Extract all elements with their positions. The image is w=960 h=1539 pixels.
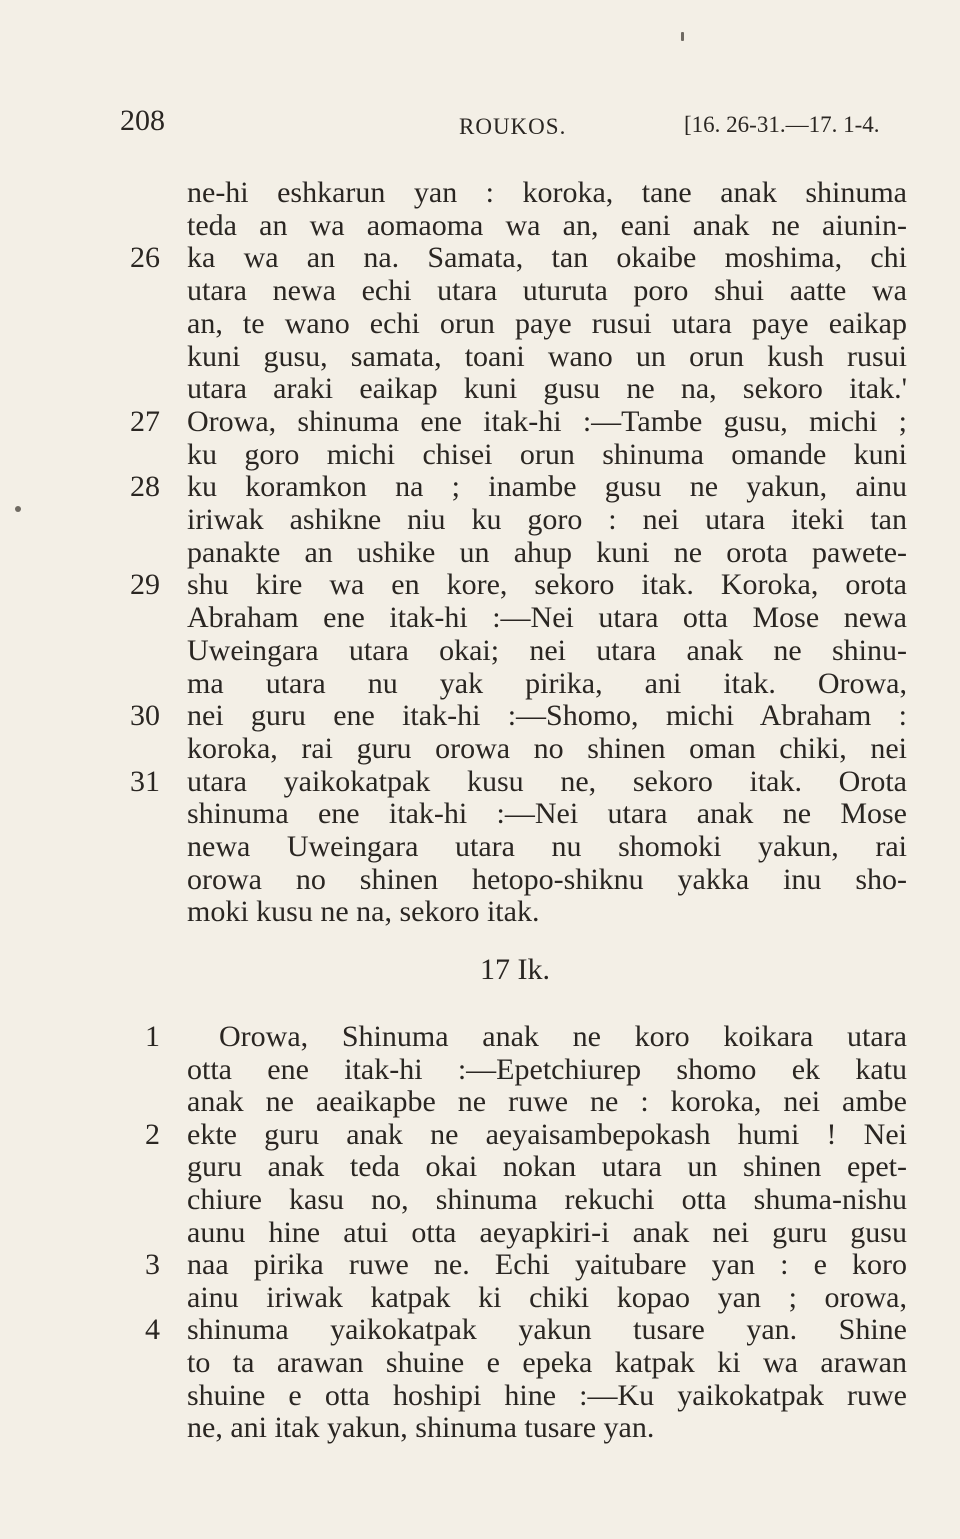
text-line [0,1216,960,1249]
line-text: moki kusu ne na, sekoro itak. [187,895,540,929]
line-text: Abraham ene itak-hi :—Nei utara otta Mose newa [187,601,907,635]
text-line [0,667,960,700]
text-line [0,863,960,896]
text-line [0,340,960,373]
text-line [0,1248,960,1281]
line-text: an, te wano echi orun paye rusui utara paye eaikap [187,306,907,340]
verse-number: 4 [145,1313,160,1347]
verse-number: 27 [130,404,160,438]
verse-number: 3 [145,1248,160,1282]
text-line [0,797,960,830]
text-line [0,241,960,274]
text-line [0,1150,960,1183]
line-text: ku koramkon na ; inambe gusu ne yakun, ainu [187,470,907,504]
line-text: ne-hi eshkarun yan : koroka, tane anak shinuma [187,176,907,209]
text-line [0,1346,960,1379]
text-line [0,895,960,928]
chapter-heading: 17 Ik. [480,953,550,986]
line-text: koroka, rai guru orowa no shinen oman chiki, nei [187,731,907,765]
line-text: ka wa an na. Samata, tan okaibe moshima, chi [187,241,907,275]
text-line [0,274,960,307]
text-line [0,699,960,732]
text-line [0,1411,960,1444]
verse-number: 31 [130,764,160,798]
text-line [0,1020,960,1053]
line-text: orowa no shinen hetopo-shiknu yakka inu sho- [187,862,907,896]
text-line [0,1183,960,1216]
text-line [0,536,960,569]
line-text: ku goro michi chisei orun shinuma omande kuni [187,437,907,471]
text-line [0,405,960,438]
verse-number: 2 [145,1117,160,1151]
line-text: ma utara nu yak pirika, ani itak. Orowa, [187,666,907,700]
line-text: ainu iriwak katpak ki chiki kopao yan ; orowa, [187,1280,907,1314]
text-line [0,1118,960,1151]
line-text: guru anak teda okai nokan utara un shinen epet- [187,1150,907,1184]
text-line [0,438,960,471]
line-text: utara araki eaikap kuni gusu ne na, sekoro itak.' [187,372,907,406]
text-line [0,307,960,340]
text-line [0,732,960,765]
line-text: kuni gusu, samata, toani wano un orun kush rusui [187,339,907,373]
text-line [0,176,960,209]
text-line [0,830,960,863]
page-number: 208 [120,104,165,137]
line-text: naa pirika ruwe ne. Echi yaitubare yan : e koro [187,1248,907,1282]
text-line [0,1085,960,1118]
line-text: utara yaikokatpak kusu ne, sekoro itak. Orota [187,764,907,798]
line-text: iriwak ashikne niu ku goro : nei utara iteki tan [187,503,907,536]
line-text: ekte guru anak ne aeyaisambepokash humi ! Nei [187,1117,907,1151]
chapter-verse-reference: [16. 26-31.—17. 1-4. [684,112,880,137]
line-text: aunu hine atui otta aeyapkiri-i anak nei guru gusu [187,1215,907,1249]
text-line [0,1053,960,1086]
line-text: chiure kasu no, shinuma rekuchi otta shuma-nishu [187,1183,907,1216]
line-text: shuine e otta hoshipi hine :—Ku yaikokatpak ruwe [187,1378,907,1412]
line-text: newa Uweingara utara nu shomoki yakun, rai [187,830,907,863]
line-text: utara newa echi utara uturuta poro shui aatte wa [187,274,907,308]
line-text: to ta arawan shuine e epeka katpak ki wa arawan [187,1346,907,1379]
running-header [0,104,960,148]
text-line [0,1379,960,1412]
text-line [0,503,960,536]
stray-mark-top [681,32,684,41]
text-line [0,1281,960,1314]
text-line [0,209,960,242]
text-line [0,372,960,405]
line-text: nei guru ene itak-hi :—Shomo, michi Abraham : [187,699,907,733]
text-line [0,634,960,667]
line-text: otta ene itak-hi :—Epetchiurep shomo ek katu [187,1052,907,1086]
verse-number: 30 [130,699,160,733]
line-text: shu kire wa en kore, sekoro itak. Koroka, orota [187,568,907,602]
verse-number: 28 [130,470,160,504]
line-text: Uweingara utara okai; nei utara anak ne shinu- [187,633,907,667]
text-line [0,1313,960,1346]
verse-number: 1 [145,1020,160,1053]
line-text: shinuma yaikokatpak yakun tusare yan. Shine [187,1313,907,1347]
verse-number: 26 [130,241,160,275]
text-line [0,470,960,503]
line-text: Orowa, Shinuma anak ne koro koikara utara [219,1020,907,1053]
line-text: Orowa, shinuma ene itak-hi :—Tambe gusu, michi ; [187,404,907,438]
line-text: shinuma ene itak-hi :—Nei utara anak ne Mose [187,797,907,831]
line-text: teda an wa aomaoma wa an, eani anak ne aiunin- [187,208,907,242]
text-line [0,568,960,601]
line-text: panakte an ushike un ahup kuni ne orota pawete- [187,535,907,569]
text-line [0,765,960,798]
text-line [0,601,960,634]
line-text: ne, ani itak yakun, shinuma tusare yan. [187,1411,655,1445]
running-title: ROUKOS. [459,114,567,139]
verse-number: 29 [130,568,160,602]
line-text: anak ne aeaikapbe ne ruwe ne : koroka, nei ambe [187,1085,907,1119]
